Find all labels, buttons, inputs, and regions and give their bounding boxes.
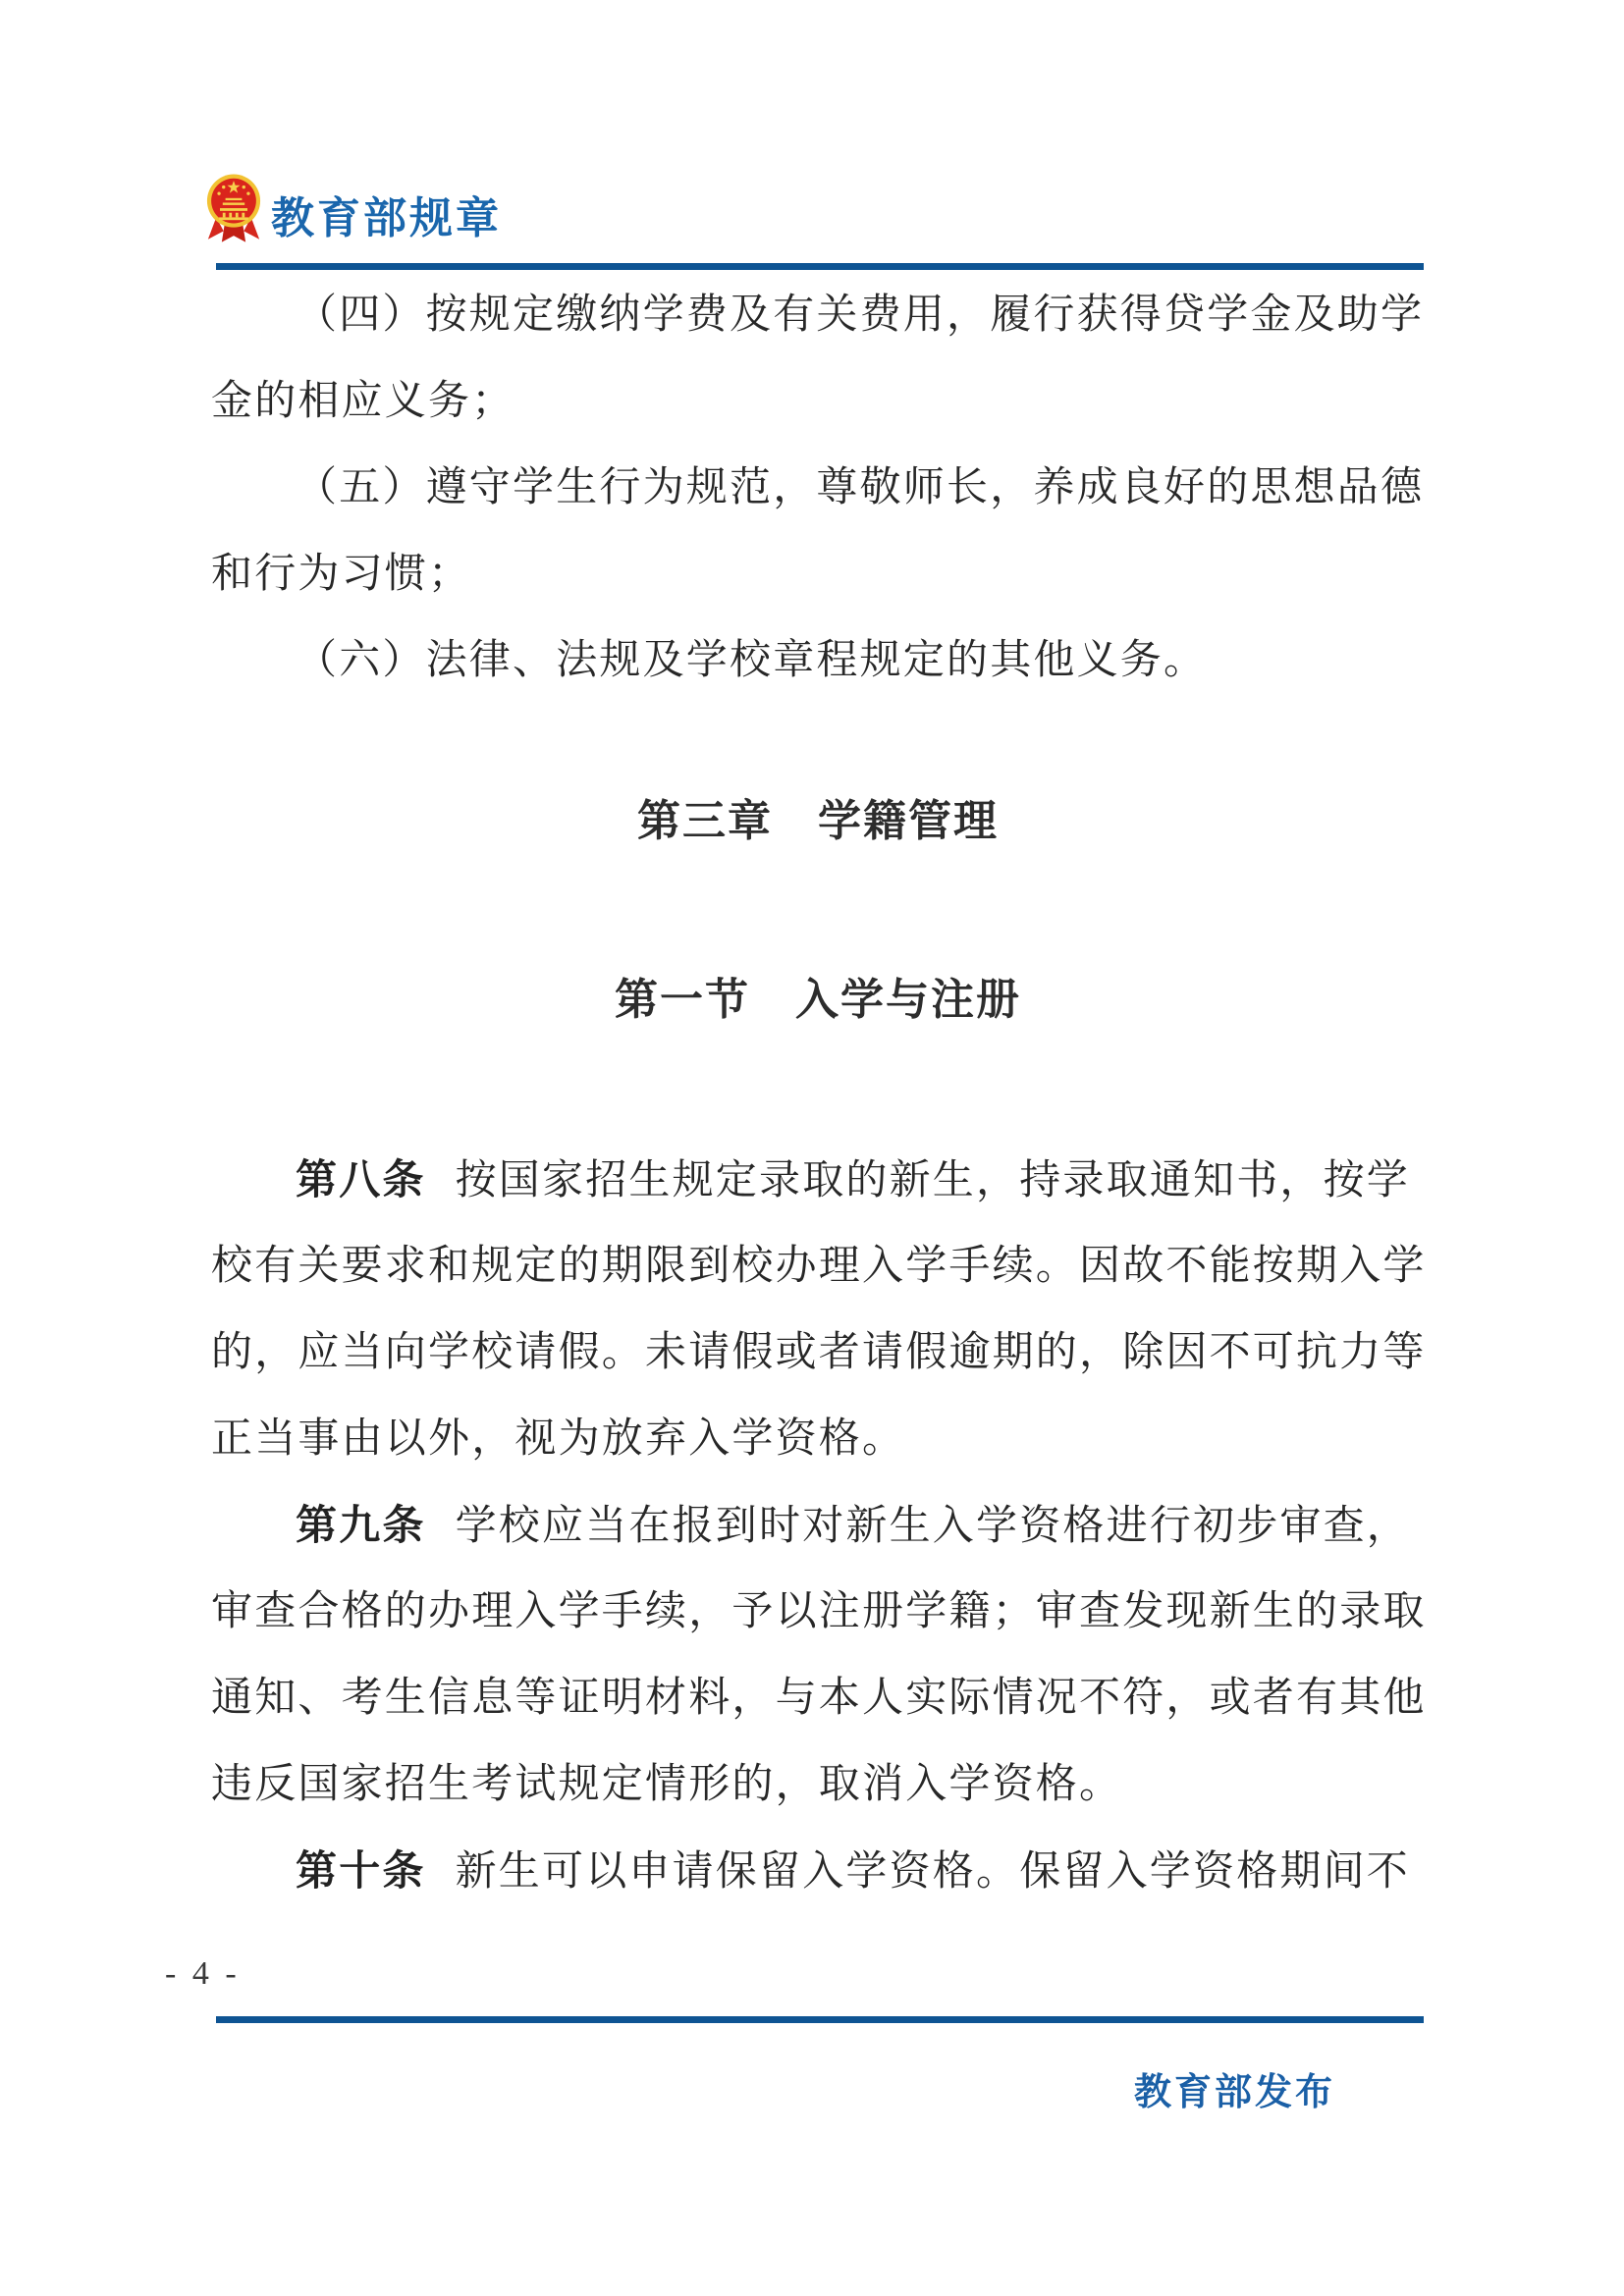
prc-national-emblem-icon bbox=[206, 173, 261, 245]
body-line-text: 学校应当在报到时对新生入学资格进行初步审查， bbox=[455, 1504, 1411, 1549]
body-line bbox=[211, 1501, 1509, 1550]
body-line bbox=[211, 636, 1509, 685]
body-line-text: 金的相应义务； bbox=[211, 379, 515, 424]
body-line bbox=[211, 1415, 1425, 1464]
body-line-text: 校有关要求和规定的期限到校办理入学手续。因故不能按期入学 bbox=[211, 1244, 1427, 1289]
footer-divider bbox=[216, 2016, 1424, 2023]
body-line bbox=[211, 463, 1509, 512]
body-line bbox=[211, 1155, 1509, 1204]
body-line bbox=[211, 377, 1425, 426]
article-number: 第十条 bbox=[296, 1847, 426, 1894]
body-line-text: 正当事由以外，视为放弃入学资格。 bbox=[211, 1416, 906, 1462]
body-line-text: 违反国家招生考试规定情形的，取消入学资格。 bbox=[211, 1762, 1123, 1807]
body-line-text: （四）按规定缴纳学费及有关费用，履行获得贷学金及助学 bbox=[296, 293, 1425, 338]
publisher-label: 教育部发布 bbox=[1133, 2072, 1335, 2113]
chapter-heading: 第三章 学籍管理 bbox=[637, 797, 999, 845]
body-line-text: 的，应当向学校请假。未请假或者请假逾期的，除因不可抗力等 bbox=[211, 1330, 1427, 1375]
body-line-text: 按国家招生规定录取的新生，持录取通知书，按学 bbox=[455, 1158, 1411, 1203]
header-divider bbox=[216, 263, 1424, 270]
body-line bbox=[211, 1760, 1425, 1809]
article-number: 第九条 bbox=[296, 1502, 426, 1548]
body-line bbox=[211, 1674, 1425, 1723]
body-line bbox=[211, 291, 1509, 340]
header-title: 教育部规章 bbox=[271, 194, 502, 242]
page-number: - 4 - bbox=[165, 1955, 241, 1992]
body-line-text: （六）法律、法规及学校章程规定的其他义务。 bbox=[296, 638, 1208, 683]
body-line-text: （五）遵守学生行为规范，尊敬师长，养成良好的思想品德 bbox=[296, 465, 1425, 510]
body-line-text: 通知、考生信息等证明材料，与本人实际情况不符，或者有其他 bbox=[211, 1676, 1427, 1721]
body-line bbox=[211, 1846, 1509, 1896]
body-line bbox=[211, 1242, 1425, 1291]
body-line bbox=[211, 1328, 1425, 1377]
article-number: 第八条 bbox=[296, 1156, 426, 1202]
body-line bbox=[211, 550, 1425, 599]
section-heading: 第一节 入学与注册 bbox=[615, 976, 1021, 1024]
body-line-text: 审查合格的办理入学手续，予以注册学籍；审查发现新生的录取 bbox=[211, 1589, 1427, 1634]
body-line bbox=[211, 1587, 1425, 1636]
body-line-text: 和行为习惯； bbox=[211, 552, 472, 597]
body-line-text: 新生可以申请保留入学资格。保留入学资格期间不 bbox=[455, 1849, 1411, 1895]
